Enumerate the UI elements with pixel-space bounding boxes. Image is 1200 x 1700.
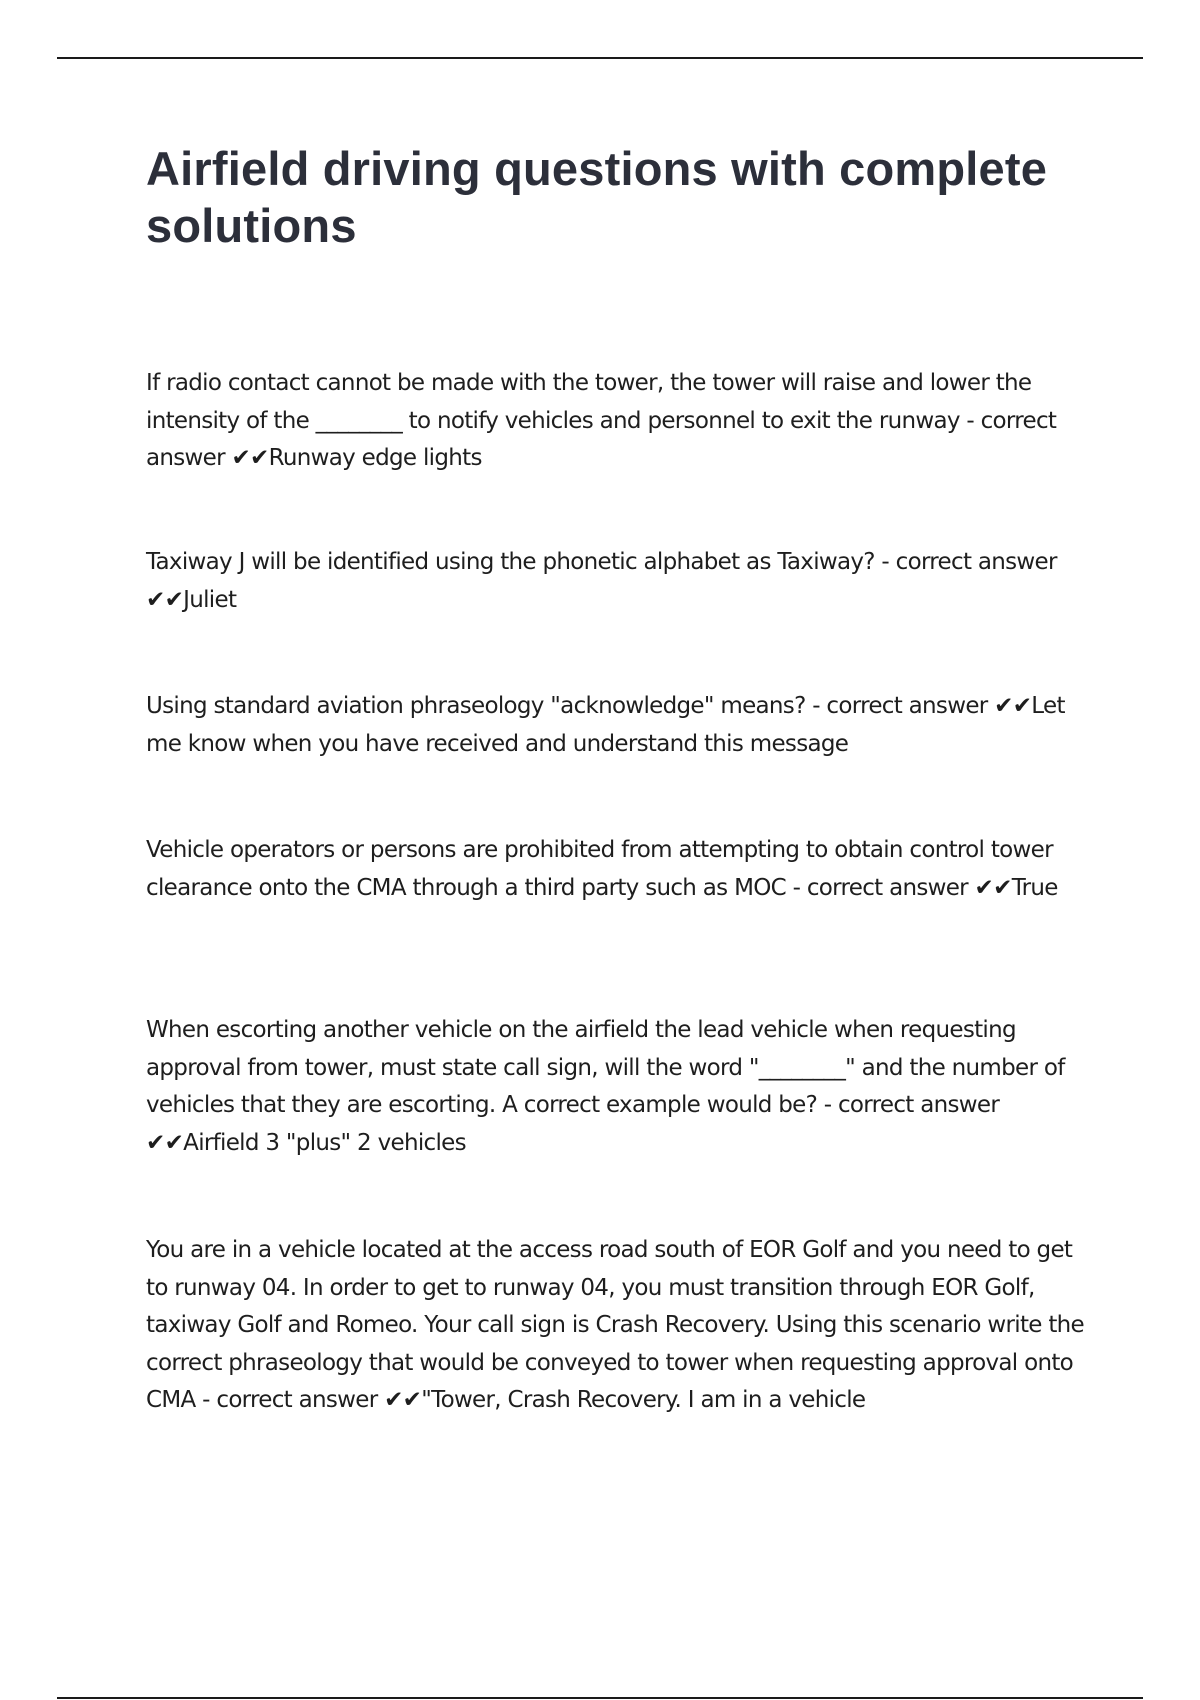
answer-text: Runway edge lights [268, 445, 482, 471]
answer-text: True [1011, 874, 1058, 901]
qa-item-5 [146, 1012, 1096, 1162]
answer-separator: - correct answer ✔✔ [146, 549, 1057, 613]
answer-text: Airfield 3 "plus" 2 vehicles [183, 1129, 466, 1156]
qa-item-2 [146, 544, 1096, 619]
bottom-rule [57, 1697, 1143, 1699]
qa-item-3 [146, 688, 1096, 763]
answer-text: Let me know when you have received and understand this message [146, 693, 1065, 757]
question-text: When escorting another vehicle on the airfield the lead vehicle when requesting approval from tower, must state call sign, will the word "________" and the number of vehicles that they are escorting. A correct example would be? [146, 1017, 1065, 1118]
qa-item-1 [146, 365, 1096, 478]
qa-item-4 [146, 832, 1096, 907]
answer-text: Juliet [183, 586, 237, 613]
answer-text: "Tower, Crash Recovery. I am in a vehicle [421, 1387, 866, 1413]
answer-separator: - correct answer ✔✔ [146, 1092, 1000, 1156]
question-text: Vehicle operators or persons are prohibited from attempting to obtain control tower clearance onto the CMA through a third party such as MOC [146, 837, 1053, 901]
question-text: Taxiway J will be identified using the phonetic alphabet as Taxiway? [146, 549, 875, 575]
answer-separator: - correct answer ✔✔ [195, 1387, 422, 1413]
document-title: Airfield driving questions with complete solutions [146, 142, 1048, 252]
answer-separator: - correct answer ✔✔ [146, 407, 1057, 471]
top-rule [57, 57, 1143, 59]
question-text: You are in a vehicle located at the access road south of EOR Golf and you need to get to runway 04. In order to get to runway 04, you must transition through EOR Golf, taxiway Golf and Romeo. Your call sign is Crash Recovery. Using this scenario write the correct phraseology that would be conveyed to tower when requesting approval onto CMA [146, 1237, 1084, 1413]
question-text: If radio contact cannot be made with the tower, the tower will raise and lower the intensity of the ________ to notify vehicles and personnel to exit the runway [146, 370, 1032, 434]
qa-item-6 [146, 1232, 1096, 1420]
question-text: Using standard aviation phraseology "acknowledge" means? [146, 693, 806, 719]
answer-separator: - correct answer ✔✔ [805, 693, 1032, 719]
answer-separator: - correct answer ✔✔ [786, 874, 1012, 901]
